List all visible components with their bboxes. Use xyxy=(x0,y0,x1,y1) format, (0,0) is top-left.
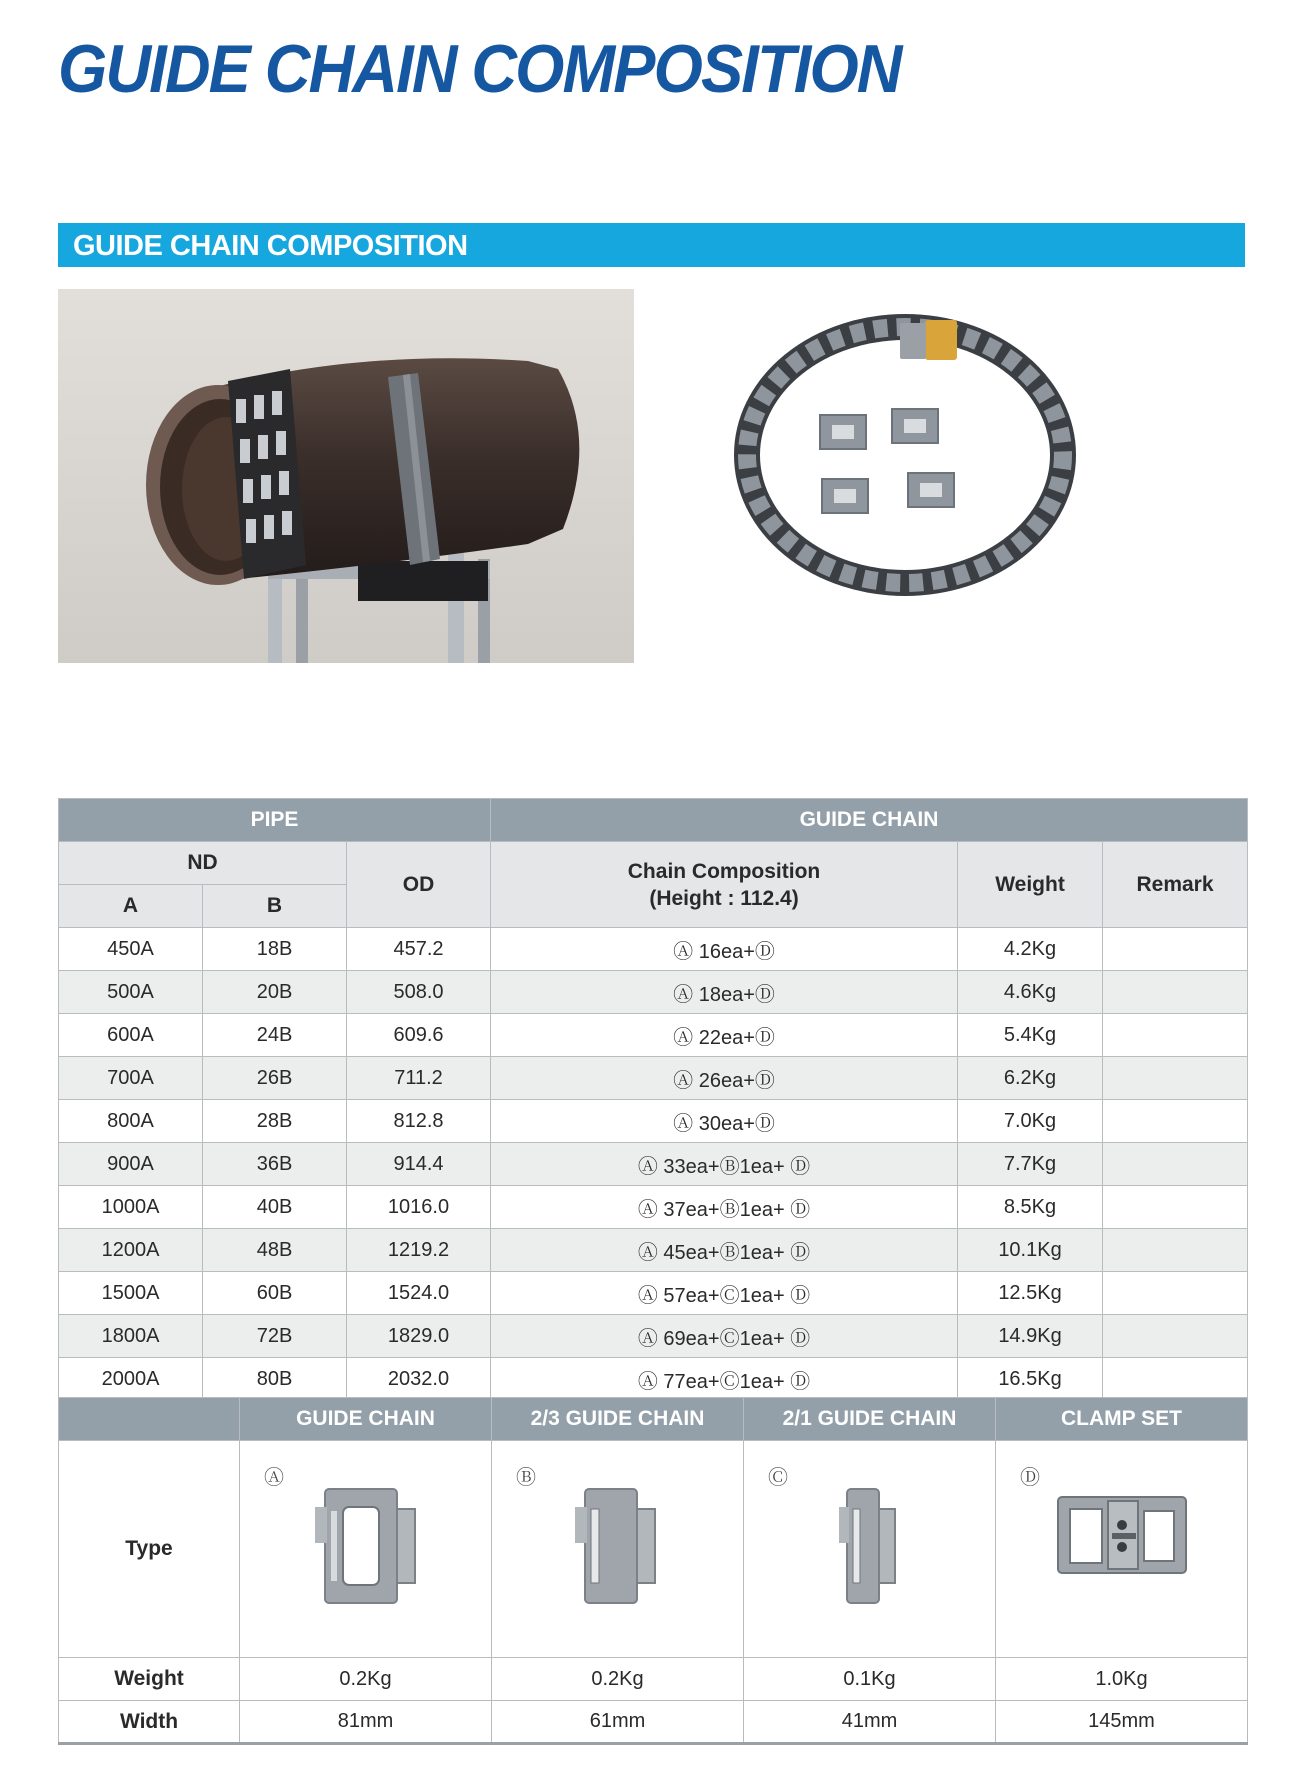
part-b-width: 61mm xyxy=(492,1701,744,1744)
cell-b: 18B xyxy=(203,928,347,971)
cell-a: 900A xyxy=(59,1143,203,1186)
part-b-letter: Ⓑ xyxy=(516,1467,536,1489)
chain-composition-table xyxy=(58,798,1248,1401)
cell-od: 1016.0 xyxy=(347,1186,491,1229)
guide-chain-header: GUIDE CHAIN xyxy=(240,1398,492,1441)
half-guide-chain-link-image xyxy=(835,1481,905,1611)
cell-remark xyxy=(1103,1358,1248,1401)
parts-corner-header xyxy=(59,1398,240,1441)
half-guide-chain-header: 2/1 GUIDE CHAIN xyxy=(744,1398,996,1441)
cell-b: 26B xyxy=(203,1057,347,1100)
cell-remark xyxy=(1103,1143,1248,1186)
cell-composition: Ⓐ 37ea+Ⓑ1ea+ Ⓓ xyxy=(491,1186,958,1229)
cell-b: 72B xyxy=(203,1315,347,1358)
part-d-weight: 1.0Kg xyxy=(996,1658,1248,1701)
two-thirds-guide-chain-link-image xyxy=(573,1481,663,1611)
cell-a: 450A xyxy=(59,928,203,971)
table-row xyxy=(59,1014,1248,1057)
cell-a: 600A xyxy=(59,1014,203,1057)
chain-parts-table xyxy=(58,1397,1248,1745)
remark-header: Remark xyxy=(1103,842,1248,928)
table-row xyxy=(59,1100,1248,1143)
part-c-cell xyxy=(744,1441,996,1658)
cell-composition: Ⓐ 26ea+Ⓓ xyxy=(491,1057,958,1100)
clamp-set-image xyxy=(1052,1481,1192,1591)
cell-weight: 7.0Kg xyxy=(958,1100,1103,1143)
cell-od: 1524.0 xyxy=(347,1272,491,1315)
cell-remark xyxy=(1103,1100,1248,1143)
cell-composition: Ⓐ 45ea+Ⓑ1ea+ Ⓓ xyxy=(491,1229,958,1272)
part-a-letter: Ⓐ xyxy=(264,1467,284,1489)
cell-weight: 16.5Kg xyxy=(958,1358,1103,1401)
cell-b: 48B xyxy=(203,1229,347,1272)
nd-b-header: B xyxy=(203,885,347,928)
two-thirds-guide-chain-header: 2/3 GUIDE CHAIN xyxy=(492,1398,744,1441)
cell-remark xyxy=(1103,1315,1248,1358)
cell-a: 800A xyxy=(59,1100,203,1143)
cell-od: 508.0 xyxy=(347,971,491,1014)
table-row xyxy=(59,1229,1248,1272)
cell-remark xyxy=(1103,1057,1248,1100)
part-d-cell xyxy=(996,1441,1248,1658)
cell-composition: Ⓐ 57ea+Ⓒ1ea+ Ⓓ xyxy=(491,1272,958,1315)
cell-od: 609.6 xyxy=(347,1014,491,1057)
cell-remark xyxy=(1103,1014,1248,1057)
cell-remark xyxy=(1103,1229,1248,1272)
cell-composition: Ⓐ 22ea+Ⓓ xyxy=(491,1014,958,1057)
cell-a: 500A xyxy=(59,971,203,1014)
cell-b: 80B xyxy=(203,1358,347,1401)
cell-remark xyxy=(1103,971,1248,1014)
cell-a: 1000A xyxy=(59,1186,203,1229)
cell-composition: Ⓐ 30ea+Ⓓ xyxy=(491,1100,958,1143)
clamp-set-header: CLAMP SET xyxy=(996,1398,1248,1441)
cell-od: 812.8 xyxy=(347,1100,491,1143)
chain-height-label: (Height : 112.4) xyxy=(649,886,799,910)
type-row-label: Type xyxy=(59,1441,240,1658)
cell-od: 1219.2 xyxy=(347,1229,491,1272)
cell-remark xyxy=(1103,928,1248,971)
weight-header: Weight xyxy=(958,842,1103,928)
cell-weight: 10.1Kg xyxy=(958,1229,1103,1272)
part-c-weight: 0.1Kg xyxy=(744,1658,996,1701)
pipe-photo xyxy=(58,289,634,663)
table-row xyxy=(59,1272,1248,1315)
pipe-group-header: PIPE xyxy=(59,799,491,842)
cell-weight: 12.5Kg xyxy=(958,1272,1103,1315)
cell-a: 700A xyxy=(59,1057,203,1100)
cell-od: 457.2 xyxy=(347,928,491,971)
nd-a-header: A xyxy=(59,885,203,928)
cell-composition: Ⓐ 18ea+Ⓓ xyxy=(491,971,958,1014)
cell-weight: 4.2Kg xyxy=(958,928,1103,971)
cell-remark xyxy=(1103,1186,1248,1229)
table-row xyxy=(59,928,1248,971)
cell-weight: 8.5Kg xyxy=(958,1186,1103,1229)
chain-composition-label: Chain Composition xyxy=(627,859,821,883)
cell-b: 60B xyxy=(203,1272,347,1315)
cell-composition: Ⓐ 33ea+Ⓑ1ea+ Ⓓ xyxy=(491,1143,958,1186)
part-a-cell xyxy=(240,1441,492,1658)
guide-chain-ring-image xyxy=(720,305,1090,635)
weight-row-label: Weight xyxy=(59,1658,240,1701)
cell-weight: 7.7Kg xyxy=(958,1143,1103,1186)
cell-b: 36B xyxy=(203,1143,347,1186)
cell-b: 40B xyxy=(203,1186,347,1229)
cell-composition: Ⓐ 16ea+Ⓓ xyxy=(491,928,958,971)
part-c-width: 41mm xyxy=(744,1701,996,1744)
cell-weight: 5.4Kg xyxy=(958,1014,1103,1057)
width-row-label: Width xyxy=(59,1701,240,1744)
nd-header: ND xyxy=(59,842,347,885)
cell-a: 1200A xyxy=(59,1229,203,1272)
part-b-cell xyxy=(492,1441,744,1658)
table-row xyxy=(59,1315,1248,1358)
cell-od: 914.4 xyxy=(347,1143,491,1186)
cell-weight: 6.2Kg xyxy=(958,1057,1103,1100)
guide-chain-group-header: GUIDE CHAIN xyxy=(491,799,1248,842)
cell-b: 28B xyxy=(203,1100,347,1143)
part-c-letter: Ⓒ xyxy=(768,1467,788,1489)
cell-weight: 14.9Kg xyxy=(958,1315,1103,1358)
cell-a: 1800A xyxy=(59,1315,203,1358)
spec-table-body xyxy=(59,928,1248,1401)
table-row xyxy=(59,971,1248,1014)
page-title: GUIDE CHAIN COMPOSITION xyxy=(58,31,901,107)
cell-a: 2000A xyxy=(59,1358,203,1401)
od-header: OD xyxy=(347,842,491,928)
guide-chain-link-image xyxy=(311,1481,421,1611)
part-a-weight: 0.2Kg xyxy=(240,1658,492,1701)
cell-od: 711.2 xyxy=(347,1057,491,1100)
cell-od: 1829.0 xyxy=(347,1315,491,1358)
chain-composition-header xyxy=(491,842,958,928)
table-row xyxy=(59,1057,1248,1100)
table-row xyxy=(59,1358,1248,1401)
cell-remark xyxy=(1103,1272,1248,1315)
section-header-bar xyxy=(58,223,1245,267)
table-row xyxy=(59,1186,1248,1229)
cell-b: 24B xyxy=(203,1014,347,1057)
cell-composition: Ⓐ 69ea+Ⓒ1ea+ Ⓓ xyxy=(491,1315,958,1358)
part-d-letter: Ⓓ xyxy=(1020,1467,1040,1489)
cell-b: 20B xyxy=(203,971,347,1014)
part-b-weight: 0.2Kg xyxy=(492,1658,744,1701)
part-d-width: 145mm xyxy=(996,1701,1248,1744)
part-a-width: 81mm xyxy=(240,1701,492,1744)
cell-od: 2032.0 xyxy=(347,1358,491,1401)
table-row xyxy=(59,1143,1248,1186)
cell-weight: 4.6Kg xyxy=(958,971,1103,1014)
cell-a: 1500A xyxy=(59,1272,203,1315)
cell-composition: Ⓐ 77ea+Ⓒ1ea+ Ⓓ xyxy=(491,1358,958,1401)
section-title: GUIDE CHAIN COMPOSITION xyxy=(73,230,468,262)
